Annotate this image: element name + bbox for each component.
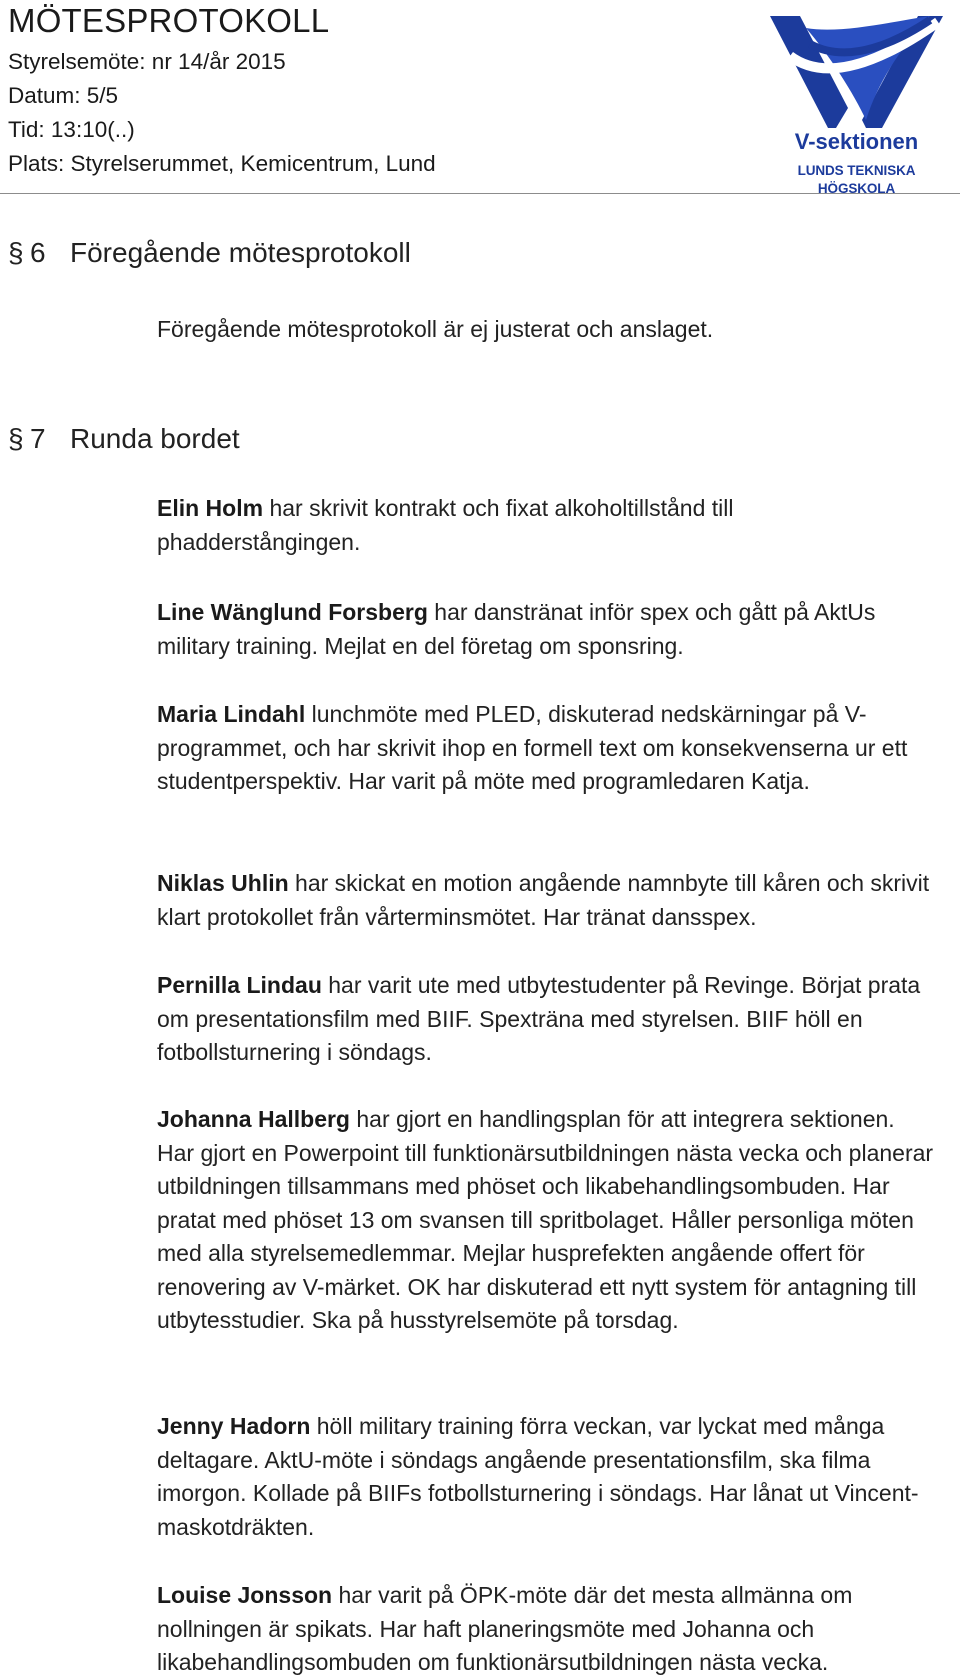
section-number: 6 [30,237,46,268]
report-text: lunchmöte med PLED, diskuterad nedskärningar på V-programmet, och har skrivit ihop en formell text om konsekvenserna ur ett studentperspektiv. Har varit på möte med programledaren Katja. [157,701,908,794]
section-title: Runda bordet [70,423,240,454]
section-heading-7 [8,421,240,457]
previous-minutes-paragraph [157,313,937,347]
report-johanna-hallberg [157,1103,937,1338]
section-number: 7 [30,423,46,454]
meeting-time: Tid: 13:10(..) [8,117,135,142]
meeting-number: Styrelsemöte: nr 14/år 2015 [8,49,286,74]
report-line-wanglund-forsberg [157,596,937,663]
report-text: har gjort en handlingsplan för att integrera sektionen. Har gjort en Powerpoint till funktionärsutbildningen nästa vecka och planerar utbildningen tillsammans med phöset och likabehandlingsombuden. Har pratat med phöset 13 om svansen till spritbolaget. Håller personliga möten med alla styrelsemedlemmar. Mejlar husprefekten angående offert för renovering av V-märket. OK har diskuterad ett nytt system för antagning till utbytesstudier. Ska på husstyrelsemöte på torsdag. [157,1106,934,1333]
report-text: har varit ute med utbytestudenter på Revinge. Börjat prata om presentationsfilm med BIIF. Spexträna med styrelsen. BIIF höll en fotbollsturnering i söndags. [157,972,921,1065]
member-name: Pernilla Lindau [157,972,322,998]
member-name: Johanna Hallberg [157,1106,350,1132]
paragraph-text: Föregående mötesprotokoll är ej justerat och anslaget. [157,316,714,342]
document-header [0,0,960,194]
report-maria-lindahl [157,698,937,799]
member-name: Line Wänglund Forsberg [157,599,428,625]
report-louise-jonsson [157,1579,937,1680]
section-sign: § [8,423,24,454]
section-title: Föregående mötesprotokoll [70,237,411,268]
logo-subtitle: LUNDS TEKNISKA HÖGSKOLA [797,163,916,196]
meeting-place: Plats: Styrelserummet, Kemicentrum, Lund [8,151,436,176]
section-sign: § [8,237,24,268]
meeting-date: Datum: 5/5 [8,83,119,108]
member-name: Niklas Uhlin [157,870,289,896]
report-text: har skrivit kontrakt och fixat alkoholtillstånd till phadderstångingen. [157,495,734,555]
member-name: Louise Jonsson [157,1582,333,1608]
report-pernilla-lindau [157,969,937,1070]
report-jenny-hadorn [157,1410,937,1544]
v-sektionen-logo [770,16,955,196]
report-text: höll military training förra veckan, var lyckat med många deltagare. AktU-möte i söndags angående presentationsfilm, ska filma imorgon. Kollade på BIIFs fotbollsturnering i söndags. Har lånat ut Vincent-maskotdräkten. [157,1413,919,1540]
report-elin-holm [157,492,937,559]
report-text: har danstränat inför spex och gått på AktUs military training. Mejlat en del företag om sponsring. [157,599,876,659]
member-name: Elin Holm [157,495,264,521]
report-niklas-uhlin [157,867,937,934]
v-logo-icon [770,16,943,130]
member-name: Maria Lindahl [157,701,306,727]
logo-name: V-sektionen [794,129,919,154]
member-name: Jenny Hadorn [157,1413,311,1439]
report-text: har skickat en motion angående namnbyte till kåren och skrivit klart protokollet från vårterminsmötet. Har tränat dansspex. [157,870,930,930]
report-text: har varit på ÖPK-möte där det mesta allmänna om nollningen är spikats. Har haft planeringsmöte med Johanna och likabehandlingsombuden om funktionärsutbildningen nästa vecka. [157,1582,853,1675]
section-heading-6 [8,235,411,271]
document-title: MÖTESPROTOKOLL [8,2,330,39]
